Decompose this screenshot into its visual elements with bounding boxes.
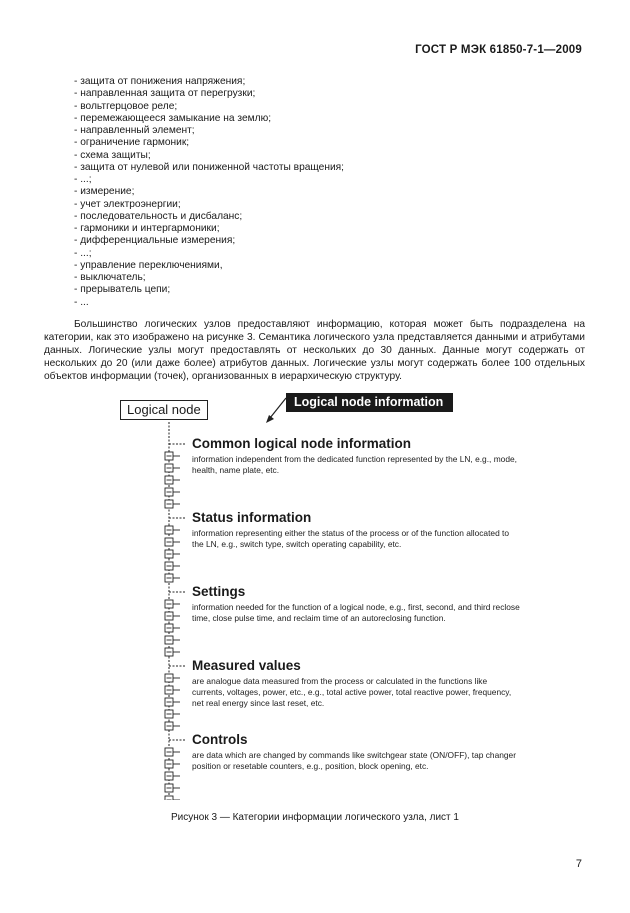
section-title: Controls — [192, 732, 248, 747]
section-status — [192, 510, 522, 550]
page-header: ГОСТ Р МЭК 61850-7-1—2009 — [415, 44, 582, 56]
figure-logical-node-information — [120, 390, 520, 800]
list-item: - ...; — [74, 247, 92, 259]
category-list — [74, 76, 344, 309]
section-common — [192, 436, 522, 476]
pointer-line — [270, 398, 286, 418]
list-item: - измерение; — [74, 186, 135, 198]
list-item: - выключатель; — [74, 272, 146, 283]
list-item: - дифференциальные измерения; — [74, 235, 236, 247]
logical-node-information-label: Logical node information — [286, 393, 453, 412]
pointer-arrowhead — [266, 415, 274, 423]
section-title: Common logical node information — [192, 436, 411, 451]
list-item: - направленная защита от перегрузки; — [74, 88, 256, 100]
expand-box-icon — [165, 796, 173, 800]
list-item: - перемежающееся замыкание на землю; — [74, 112, 272, 124]
list-item: - гармоники и интергармоники; — [74, 223, 220, 234]
section-title: Settings — [192, 584, 246, 599]
section-description: information representing either the status of the process or of the function allocated to the LN, e.g., switch type, switch operating capability, etc. — [192, 528, 510, 549]
section-description: are analogue data measured from the process or calculated in the functions like currents, voltages, power, etc., e.g., total active power, total reactive power, frequency, net real energy since last reset, etc. — [192, 676, 512, 708]
list-item: - ... — [74, 296, 89, 308]
section-controls — [192, 732, 522, 772]
list-item: - ограничение гармоник; — [74, 137, 190, 149]
list-item: - ...; — [74, 174, 92, 185]
section-measured-values — [192, 658, 522, 708]
list-item: - управление переключениями, — [74, 259, 223, 271]
section-description: information needed for the function of a logical node, e.g., first, second, and third reclose time, close pulse time, and reclaim time of an autoreclosing function. — [192, 602, 520, 623]
figure-caption: Рисунок 3 — Категории информации логического узла, лист 1 — [171, 812, 459, 823]
list-item: - защита от нулевой или пониженной частоты вращения; — [74, 161, 345, 173]
section-description: information independent from the dedicated function represented by the LN, e.g., mode, health, name plate, etc. — [192, 454, 517, 475]
body-paragraph: Большинство логических узлов предоставляют информацию, которая может быть подразделена на категории, как это изображено на рисунке 3. Семантика логического узла представляется данными и атрибутами данных. Логические узлы могут предоставлять от нескольких до 30 данных. Данные могут содержать от нескольких до 20 (или даже более) атрибутов данных. Логические узлы могут содержать более 100 отдельных объектов информации (точек), организованных в иерархическую структуру. — [44, 319, 585, 382]
list-item: - защита от понижения напряжения; — [74, 76, 246, 87]
section-title: Status information — [192, 510, 312, 525]
list-item: - вольтгерцовое реле; — [74, 100, 178, 112]
section-settings — [192, 584, 522, 624]
list-item: - учет электроэнергии; — [74, 198, 181, 210]
list-item: - схема защиты; — [74, 149, 151, 161]
logical-node-box: Logical node — [120, 400, 208, 420]
page-number: 7 — [575, 858, 582, 870]
list-item: - прерыватель цепи; — [74, 284, 171, 296]
section-description: are data which are changed by commands like switchgear state (ON/OFF), tap changer position or resetable counters, e.g., position, block opening, etc. — [192, 750, 516, 771]
list-item: - последовательность и дисбаланс; — [74, 210, 243, 222]
list-item: - направленный элемент; — [74, 125, 195, 136]
section-title: Measured values — [192, 658, 301, 673]
